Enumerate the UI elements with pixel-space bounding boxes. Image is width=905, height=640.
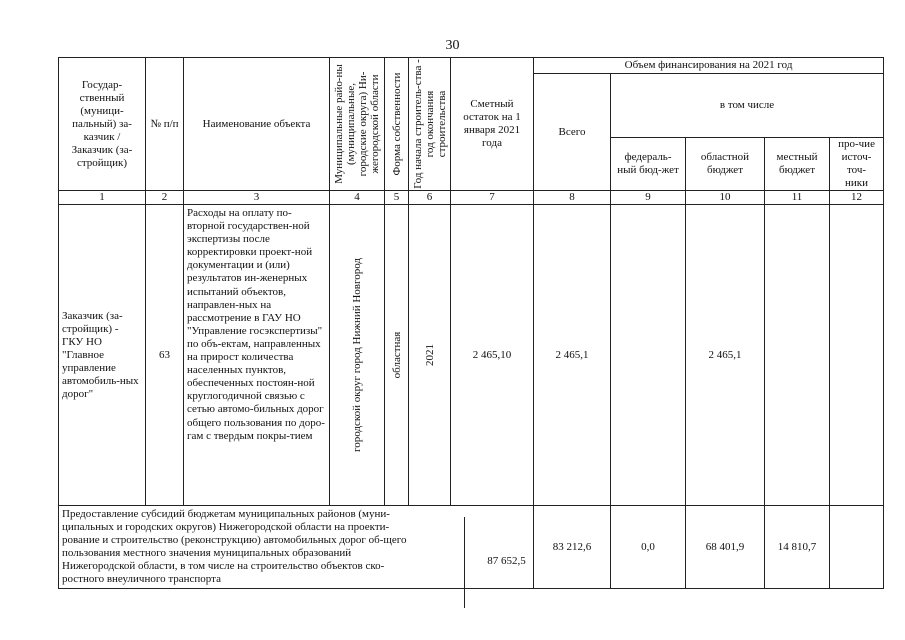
header-including: в том числе bbox=[611, 74, 884, 138]
page-number: 30 bbox=[445, 38, 460, 53]
subsidy-remaining-divider bbox=[464, 517, 465, 608]
header-object-name: Наименование объекта bbox=[184, 58, 330, 191]
subsidy-remaining: 87 652,5 bbox=[487, 555, 526, 567]
object-name-cell: Расходы на оплату по-вторной государствен-ной экспертизы после корректировки проект-ной документации и (или) результатов ин-женерных испытаний объектов, направлен-ных на рассмотрение в ГАУ НО "Управление госэкспертизы" по объ-ектам, направленных на прирост количества населенных пунктов, обеспеченных постоян-ной круглогодичной связью с сетью автомо-бильных дорог общего пользования по доро-гам с твердым покры-тием bbox=[184, 205, 330, 506]
header-remaining: Сметный остаток на 1 января 2021 года bbox=[451, 58, 534, 191]
subsidy-local: 14 810,7 bbox=[765, 506, 830, 589]
customer-cell: Заказчик (за-стройщик) - ГКУ НО "Главное управление автомобиль-ных дорог" bbox=[59, 205, 146, 506]
col-number-7: 7 bbox=[451, 191, 534, 205]
table-row bbox=[59, 205, 884, 506]
col-number-6: 6 bbox=[409, 191, 451, 205]
header-ownership: Форма собственности bbox=[385, 58, 409, 191]
header-regional: областной бюджет bbox=[686, 138, 765, 191]
col-number-9: 9 bbox=[611, 191, 686, 205]
col-number-3: 3 bbox=[184, 191, 330, 205]
col-number-1: 1 bbox=[59, 191, 146, 205]
header-total: Всего bbox=[534, 74, 611, 191]
col-number-8: 8 bbox=[534, 191, 611, 205]
col-number-12: 12 bbox=[830, 191, 884, 205]
col-number-5: 5 bbox=[385, 191, 409, 205]
regional-cell: 2 465,1 bbox=[686, 205, 765, 506]
subsidy-other bbox=[830, 506, 884, 589]
header-federal: федераль-ный бюд-жет bbox=[611, 138, 686, 191]
header-other: про-чие источ-точ-ники bbox=[830, 138, 884, 191]
table-row bbox=[59, 506, 884, 589]
subsidy-regional: 68 401,9 bbox=[686, 506, 765, 589]
financing-table bbox=[58, 57, 884, 589]
header-local: местный бюджет bbox=[765, 138, 830, 191]
municipality-cell: городской округ город Нижний Новгород bbox=[330, 205, 385, 506]
col-number-11: 11 bbox=[765, 191, 830, 205]
header-number: № п/п bbox=[146, 58, 184, 191]
subsidy-description: Предоставление субсидий бюджетам муниципальных районов (муни-ципальных и городских округов) Нижегородской области на проекти-рование и строительство (реконструкцию) автомобильных дорог об-щего пользования местного значения муниципальных образований Нижегородской области, в том числе на строительство объектов ско-ростного внеуличного транспорта bbox=[59, 506, 534, 589]
col-number-2: 2 bbox=[146, 191, 184, 205]
header-customer: Государ-ственный (муници-пальный) за-казчик / Заказчик (за-стройщик) bbox=[59, 58, 146, 191]
other-cell bbox=[830, 205, 884, 506]
col-number-10: 10 bbox=[686, 191, 765, 205]
local-cell bbox=[765, 205, 830, 506]
years-cell: 2021 bbox=[409, 205, 451, 506]
subsidy-federal: 0,0 bbox=[611, 506, 686, 589]
subsidy-total: 83 212,6 bbox=[534, 506, 611, 589]
remaining-cell: 2 465,10 bbox=[451, 205, 534, 506]
col-number-4: 4 bbox=[330, 191, 385, 205]
federal-cell bbox=[611, 205, 686, 506]
row-number: 63 bbox=[146, 205, 184, 506]
header-funding-group: Объем финансирования на 2021 год bbox=[534, 58, 884, 74]
ownership-cell: областная bbox=[385, 205, 409, 506]
total-cell: 2 465,1 bbox=[534, 205, 611, 506]
header-years: Год начала строитель-ства - год окончания строительства bbox=[409, 58, 451, 191]
header-municipality: Муниципальные райо-ны (муниципальные, городские округа) Ни-жегородской области bbox=[330, 58, 385, 191]
